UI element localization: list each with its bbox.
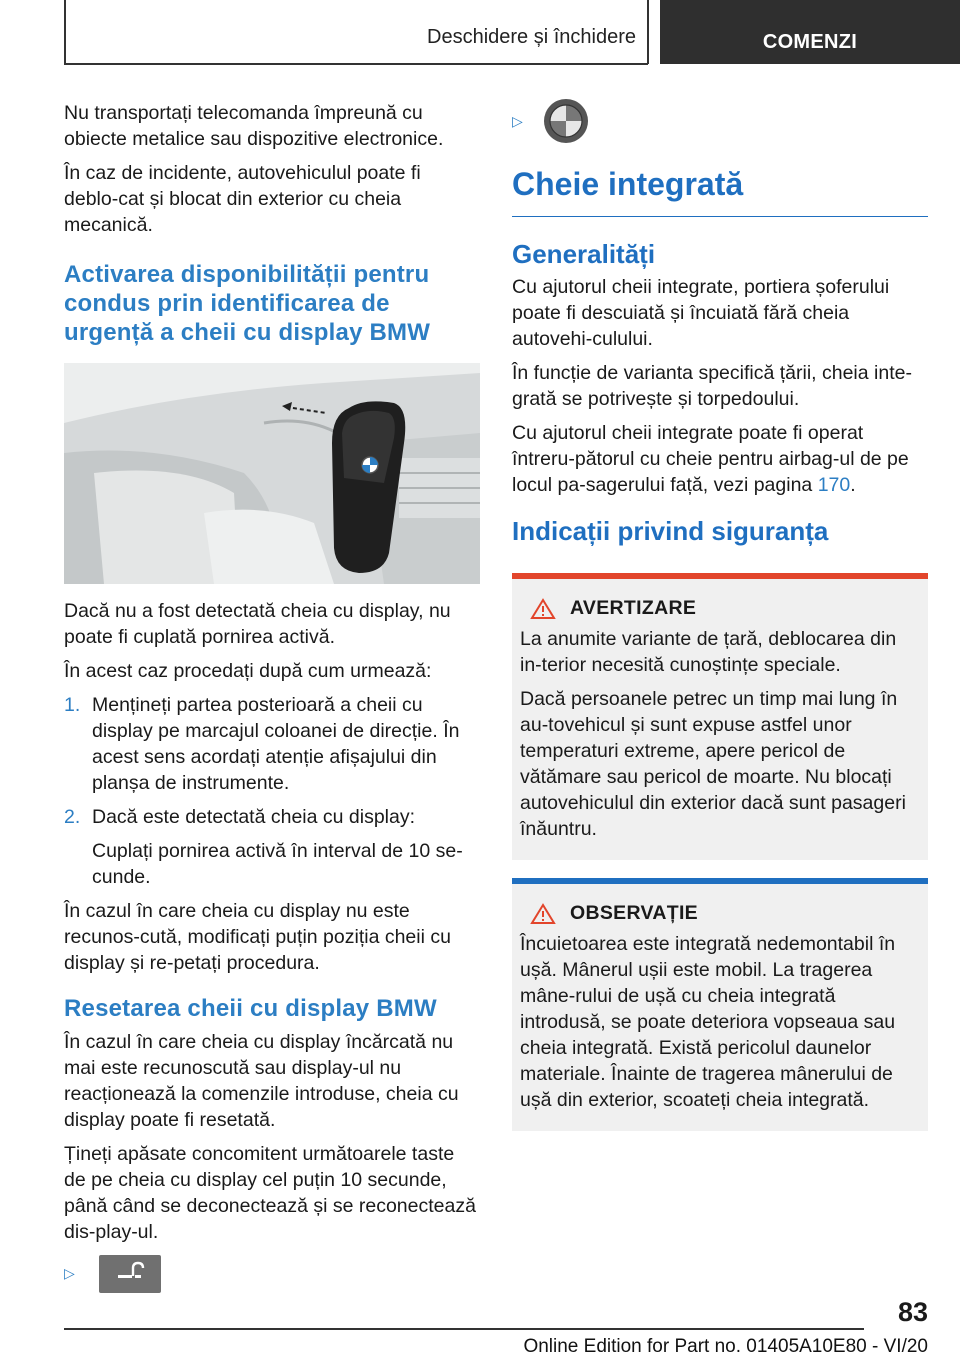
page-reference-link[interactable]: 170 — [817, 474, 851, 496]
warning-text: La anumite variante de țară, deblocarea din in‐terior necesită cunoștințe speciale. — [520, 628, 897, 676]
header-rule-bottom — [64, 63, 648, 65]
step-text: Dacă este detectată cheia cu display: — [92, 806, 416, 828]
heading-safety-indications: Indicații privind siguranța — [512, 516, 829, 546]
note-title-row — [520, 902, 920, 925]
key-buttons-row — [64, 1255, 480, 1293]
unlock-button-icon — [99, 1255, 161, 1293]
note-box — [512, 878, 928, 1131]
warning-title: AVERTIZARE — [570, 597, 697, 619]
page-number: 83 — [897, 1297, 928, 1327]
footer-rule — [64, 1328, 864, 1330]
paragraph-end: . — [850, 474, 856, 496]
list-item — [64, 692, 480, 796]
step-number: 2. — [64, 806, 81, 828]
step-text: Mențineți partea posterioară a cheii cu display pe marcajul coloanei de direcție. În acest sens acordați atenție afișajului din planșa de instrumente. — [92, 694, 460, 794]
warning-title-row — [520, 597, 920, 620]
paragraph: Cu ajutorul cheii integrate, portiera șoferului poate fi descuiată și încuiată fără cheia autovehi‐culului. — [512, 276, 890, 350]
right-column — [512, 100, 928, 1131]
list-item — [64, 804, 480, 830]
page-title: Cheie integrată — [512, 164, 928, 217]
paragraph: În caz de incidente, autovehiculul poate fi deblo‐cat și blocat din exterior cu cheia mecanică. — [64, 162, 421, 236]
display-key-illustration — [64, 363, 480, 584]
paragraph — [512, 420, 928, 498]
note-text: Încuietoarea este integrată nedemontabil în ușă. Mânerul ușii este mobil. La tragerea mâne‐rului de ușă cu cheia integrată introdusă, se poate deteriora vopseaua sau cheia integrată. Există pericolul daunelor materiale. Înainte de tragerea mânerului de ușă din exterior, scoateți cheia integrată. — [520, 933, 896, 1111]
paragraph: Țineți apăsate concomitent următoarele taste de pe cheia cu display cel puțin 10 secunde, până când se deconectează și se reconectează dis‐play-ul. — [64, 1143, 476, 1243]
footer-edition: Online Edition for Part no. 01405A10E80 - VI/20 — [523, 1336, 928, 1357]
paragraph: În cazul în care cheia cu display încărcată nu mai este recunoscută sau display-ul nu reacționează la comenzile introduse, cheia cu display poate fi resetată. — [64, 1031, 459, 1131]
paragraph-text: Cu ajutorul cheii integrate poate fi operat întreru‐pătorul cu cheie pentru airbag-ul de pe locul pa‐sagerului față, vezi pagina — [512, 422, 909, 496]
caution-triangle-icon — [530, 903, 556, 925]
heading-generalitati: Generalități — [512, 239, 656, 269]
heading-emergency-detection: Activarea disponibilității pentru condus prin identificarea de urgență a cheii cu display BMW — [64, 261, 431, 346]
warning-box — [512, 573, 928, 860]
step-sub-paragraph: Cuplați pornirea activă în interval de 10 se‐cunde. — [92, 840, 463, 888]
bmw-logo-icon — [543, 98, 589, 144]
paragraph: În cazul în care cheia cu display nu este recunos‐cută, modificați puțin poziția cheii cu display și re‐petați procedura. — [64, 900, 451, 974]
paragraph: În acest caz procedați după cum urmează: — [64, 660, 432, 682]
header-section-title: Deschidere și închidere — [427, 26, 636, 48]
header-rule-mid — [647, 0, 649, 64]
note-title: OBSERVAȚIE — [570, 902, 698, 924]
triangle-bullet-icon: ▷ — [512, 112, 523, 129]
paragraph: În funcție de varianta specifică țării, cheia inte‐grată se potrivește și torpedoului. — [512, 362, 912, 410]
bmw-logo-row — [512, 98, 928, 144]
heading-reset-display-key: Resetarea cheii cu display BMW — [64, 995, 437, 1022]
step-number: 1. — [64, 694, 81, 716]
header-chapter-tab[interactable]: COMENZI — [660, 0, 960, 64]
triangle-bullet-icon: ▷ — [64, 1265, 75, 1282]
paragraph: Dacă nu a fost detectată cheia cu display, nu poate fi cuplată pornirea activă. — [64, 600, 451, 648]
display-key-photo — [64, 363, 480, 584]
warning-text: Dacă persoanele petrec un timp mai lung în au‐tovehicul și sunt expuse astfel unor temperaturi extreme, apere pericol de vătămare sau pericol de moarte. Nu blocați autovehiculul din exterior dacă sunt pasageri înăuntru. — [520, 688, 906, 840]
paragraph: Nu transportați telecomanda împreună cu obiecte metalice sau dispozitive electronice. — [64, 102, 444, 150]
warning-triangle-icon — [530, 598, 556, 620]
left-column — [64, 100, 480, 1293]
steps-list — [64, 692, 480, 830]
